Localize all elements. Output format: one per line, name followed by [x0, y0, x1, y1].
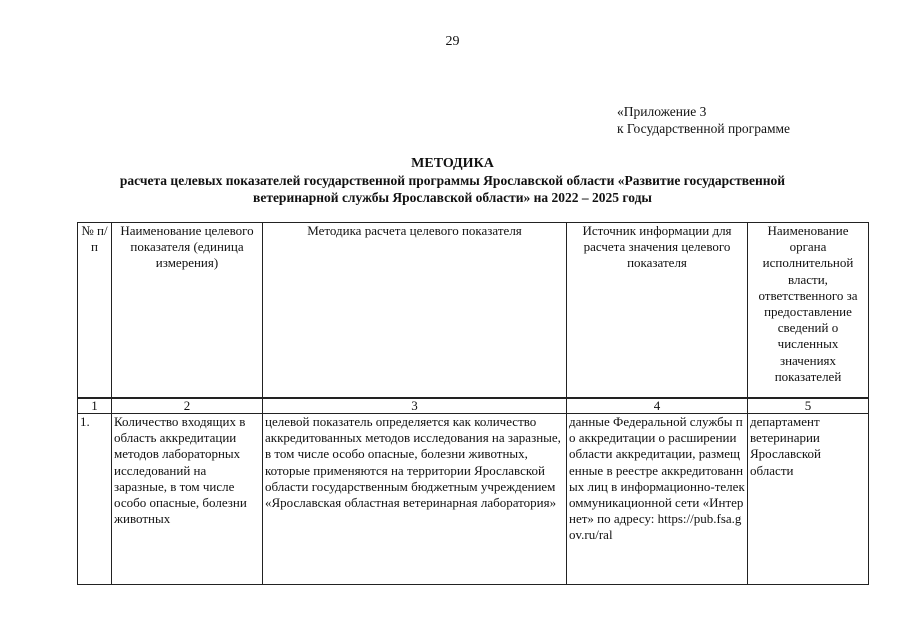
methodology-table	[77, 222, 869, 585]
document-title	[20, 155, 885, 206]
title-line-2: расчета целевых показателей государственной программы Ярославской области «Развитие государственной	[119, 173, 786, 188]
column-number-row	[78, 398, 869, 414]
title-line-3: ветеринарной службы Ярославской области» на 2022 – 2025 годы	[253, 190, 652, 205]
title-main: МЕТОДИКА	[411, 156, 494, 171]
row-number: 1.	[78, 414, 112, 585]
row-source: данные Федеральной службы по аккредитации о расширении области аккредитации, размещенные в реестре аккредитованных лиц в информационно-телекоммуникационной сети «Интернет» по адресу: https://pub.fsa.gov.ru/ral	[567, 414, 748, 585]
appendix-reference	[617, 103, 790, 137]
header-indicator-name: Наименование целевого показателя (единица измерения)	[112, 223, 263, 399]
header-calculation-method: Методика расчета целевого показателя	[263, 223, 567, 399]
row-authority: департамент ветеринарии Ярославской области	[748, 414, 869, 585]
header-number: № п/п	[78, 223, 112, 399]
column-number: 2	[112, 398, 263, 414]
header-responsible-authority: Наименование органа исполнительной власти, ответственного за предоставление сведений о численных значениях показателей	[748, 223, 869, 399]
header-information-source: Источник информации для расчета значения целевого показателя	[567, 223, 748, 399]
column-number: 1	[78, 398, 112, 414]
column-number: 3	[263, 398, 567, 414]
column-number: 5	[748, 398, 869, 414]
column-number: 4	[567, 398, 748, 414]
page-number: 29	[445, 34, 460, 49]
row-indicator: Количество входящих в область аккредитации методов лабораторных исследований на заразные, в том числе особо опасные, болезни животных	[112, 414, 263, 585]
appendix-line-1: «Приложение 3	[617, 104, 707, 119]
table-header-row	[78, 223, 869, 399]
appendix-line-2: к Государственной программе	[617, 121, 791, 136]
row-method: целевой показатель определяется как количество аккредитованных методов исследования на заразные, в том числе особо опасные, болезни животных, которые применяются на территории Ярославской области государственным бюджетным учреждением «Ярославская областная ветеринарная лаборатория»	[263, 414, 567, 585]
table-row	[78, 414, 869, 585]
